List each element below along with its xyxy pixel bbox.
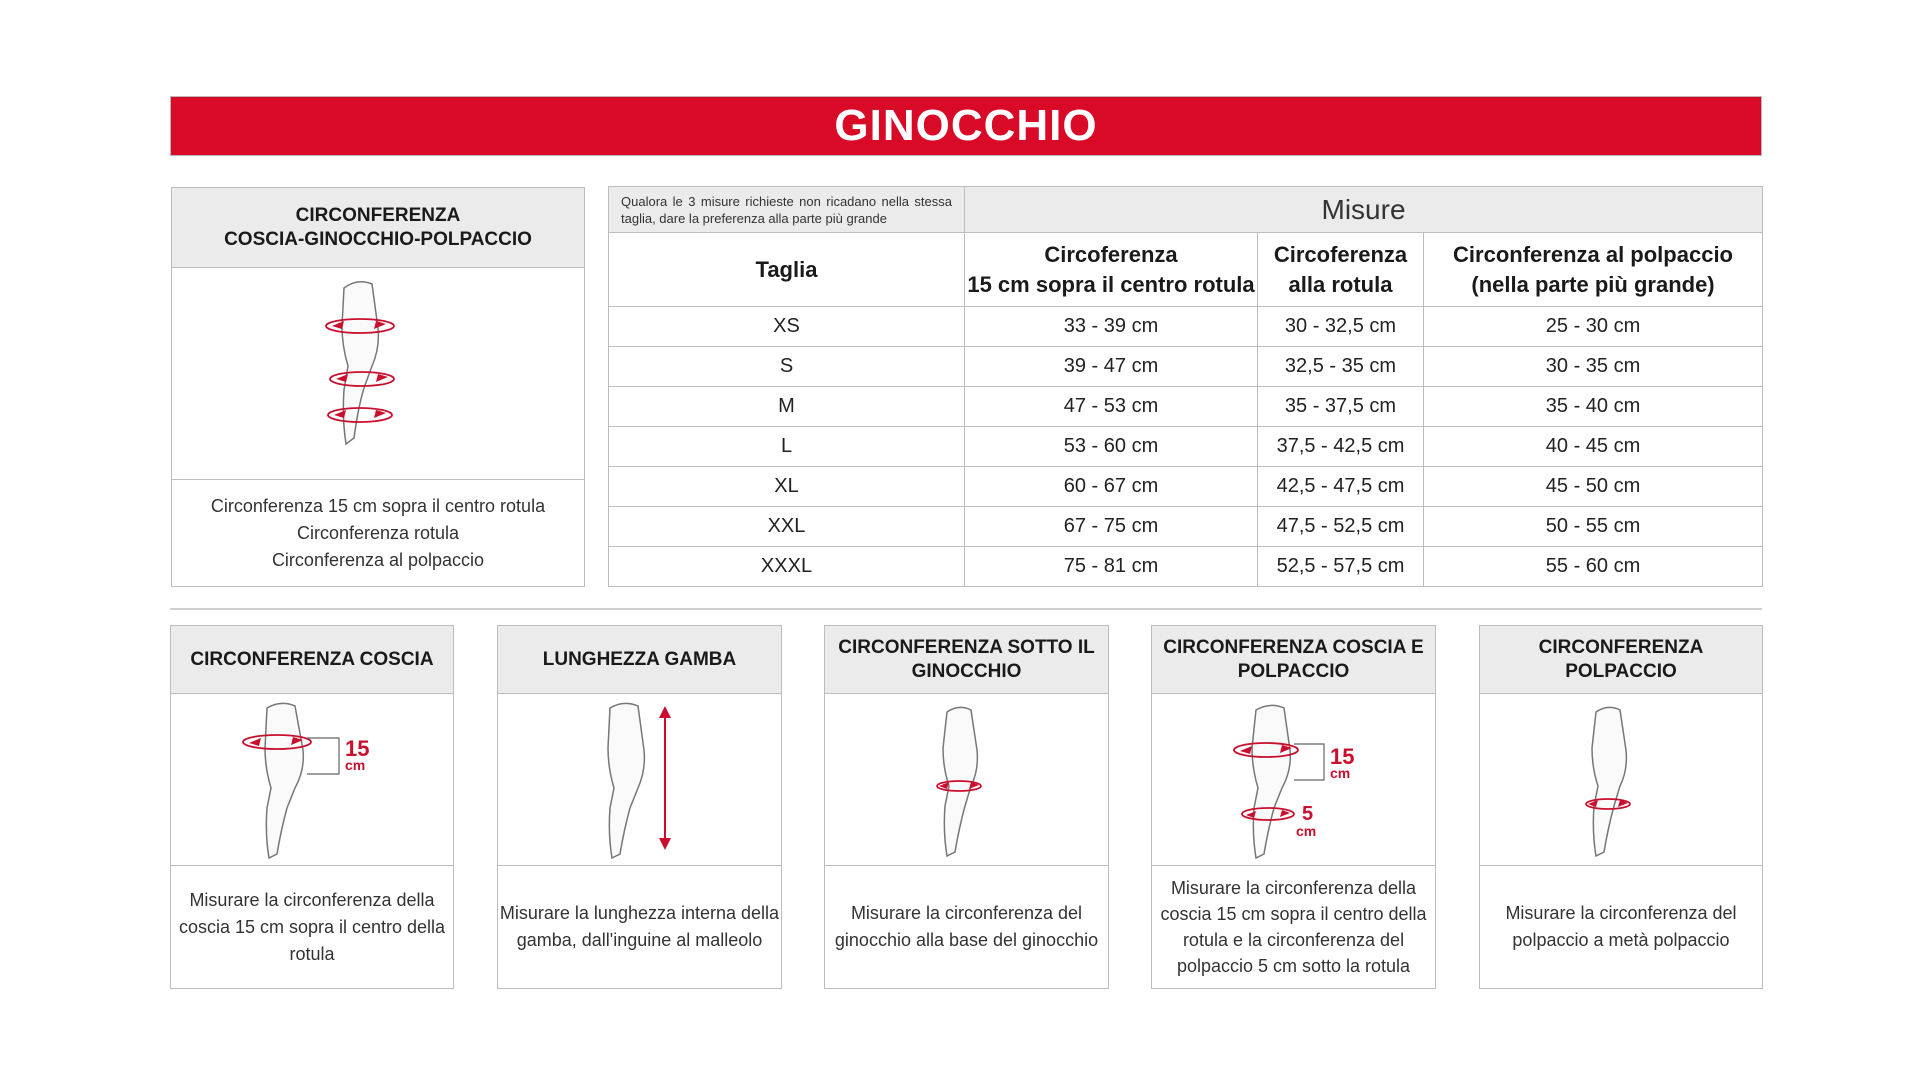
col-header-calf-line2: (nella parte più grande)	[1471, 271, 1715, 297]
card-figure	[498, 694, 781, 866]
figure-unit-label: cm	[345, 757, 366, 773]
card-desc-line: Misurare la circonferenza della	[189, 889, 435, 910]
knee-cell: 42,5 - 47,5 cm	[1258, 467, 1424, 507]
card-heading	[498, 626, 781, 694]
leg-diagram-icon	[172, 268, 584, 480]
col-header-knee-line1: Circoferenza	[1273, 241, 1408, 267]
card-desc-line: Misurare la circonferenza del	[1505, 903, 1737, 923]
main-panel-heading	[172, 188, 584, 268]
thigh-cell: 67 - 75 cm	[965, 507, 1258, 547]
size-cell: XXXL	[609, 547, 965, 587]
size-cell: L	[609, 427, 965, 467]
thigh-cell: 47 - 53 cm	[965, 387, 1258, 427]
card-description	[1152, 866, 1435, 988]
card-heading-line: CIRCONFERENZA SOTTO IL	[838, 636, 1095, 658]
main-leg-figure	[172, 268, 584, 480]
card-heading-line: GINOCCHIO	[911, 660, 1022, 682]
card-description	[498, 866, 781, 988]
leg-diagram-icon	[1152, 694, 1435, 866]
calf-cell: 35 - 40 cm	[1424, 387, 1763, 427]
card-desc-line: coscia 15 cm sopra il centro della	[178, 916, 446, 937]
main-desc-line: Circonferenza rotula	[296, 522, 460, 543]
main-panel-description	[172, 480, 584, 586]
card-heading-line: POLPACCIO	[1565, 660, 1677, 682]
card-desc-line: coscia 15 cm sopra il centro della	[1160, 904, 1427, 924]
size-cell: S	[609, 347, 965, 387]
misure-header: Misure	[965, 187, 1763, 233]
section-divider	[170, 608, 1762, 610]
col-header-calf	[1424, 233, 1763, 307]
knee-cell: 37,5 - 42,5 cm	[1258, 427, 1424, 467]
calf-cell: 55 - 60 cm	[1424, 547, 1763, 587]
col-header-knee-line2: alla rotula	[1288, 271, 1393, 297]
col-header-knee	[1258, 233, 1424, 307]
figure-number-label: 15	[345, 736, 370, 761]
thigh-cell: 75 - 81 cm	[965, 547, 1258, 587]
calf-cell: 45 - 50 cm	[1424, 467, 1763, 507]
knee-cell: 32,5 - 35 cm	[1258, 347, 1424, 387]
thigh-cell: 60 - 67 cm	[965, 467, 1258, 507]
leg-diagram-icon	[825, 694, 1108, 866]
size-cell: XXL	[609, 507, 965, 547]
card-desc-line: polpaccio a metà polpaccio	[1512, 930, 1730, 950]
knee-cell: 52,5 - 57,5 cm	[1258, 547, 1424, 587]
size-table	[608, 186, 1763, 587]
card-figure	[1152, 694, 1435, 866]
table-row	[609, 347, 1763, 387]
card-heading-line: CIRCONFERENZA	[1538, 636, 1704, 658]
knee-cell: 35 - 37,5 cm	[1258, 387, 1424, 427]
thigh-cell: 53 - 60 cm	[965, 427, 1258, 467]
card-thigh-circumference	[170, 625, 454, 989]
size-cell: XS	[609, 307, 965, 347]
card-below-knee-circumference	[824, 625, 1109, 989]
thigh-cell: 33 - 39 cm	[965, 307, 1258, 347]
page-title: GINOCCHIO	[834, 101, 1098, 150]
card-desc-line: Misurare la circonferenza della	[1170, 878, 1417, 898]
table-row	[609, 307, 1763, 347]
main-measure-panel	[171, 187, 585, 587]
card-figure	[825, 694, 1108, 866]
size-cell: M	[609, 387, 965, 427]
calf-cell: 30 - 35 cm	[1424, 347, 1763, 387]
card-desc-line: polpaccio 5 cm sotto la rotula	[1176, 956, 1411, 976]
card-leg-length	[497, 625, 782, 989]
card-thigh-calf-circumference	[1151, 625, 1436, 989]
card-heading	[1152, 626, 1435, 694]
thigh-cell: 39 - 47 cm	[965, 347, 1258, 387]
knee-cell: 30 - 32,5 cm	[1258, 307, 1424, 347]
card-heading-line: CIRCONFERENZA COSCIA E	[1163, 636, 1424, 658]
main-heading-line1: CIRCONFERENZA	[295, 204, 461, 226]
card-description	[171, 866, 453, 988]
figure-number-label: 5	[1302, 803, 1314, 825]
card-calf-circumference	[1479, 625, 1763, 989]
leg-diagram-icon	[1480, 694, 1762, 866]
figure-unit-label: cm	[1330, 765, 1351, 781]
card-heading-line: LUNGHEZZA GAMBA	[542, 648, 737, 670]
col-header-calf-line1: Circonferenza al polpaccio	[1453, 241, 1733, 267]
figure-unit-label: cm	[1296, 823, 1317, 839]
table-row	[609, 467, 1763, 507]
title-banner	[170, 96, 1762, 156]
card-heading	[171, 626, 453, 694]
table-row	[609, 387, 1763, 427]
card-heading-line: POLPACCIO	[1237, 660, 1350, 682]
card-desc-line: rotula e la circonferenza del	[1182, 930, 1405, 950]
card-figure	[171, 694, 453, 866]
table-row	[609, 547, 1763, 587]
calf-cell: 40 - 45 cm	[1424, 427, 1763, 467]
table-row	[609, 507, 1763, 547]
size-cell: XL	[609, 467, 965, 507]
card-desc-line: rotula	[289, 943, 335, 964]
table-row	[609, 427, 1763, 467]
card-desc-line: ginocchio alla base del ginocchio	[834, 930, 1099, 950]
col-header-thigh-line1: Circoferenza	[1044, 241, 1178, 267]
col-header-thigh	[965, 233, 1258, 307]
main-desc-line: Circonferenza al polpaccio	[271, 549, 485, 570]
card-figure	[1480, 694, 1762, 866]
main-heading-line2: COSCIA-GINOCCHIO-POLPACCIO	[224, 228, 532, 250]
card-heading	[825, 626, 1108, 694]
size-note: Qualora le 3 misure richieste non ricadano nella stessa taglia, dare la preferenza alla parte più grande	[609, 187, 965, 233]
calf-cell: 50 - 55 cm	[1424, 507, 1763, 547]
knee-cell: 47,5 - 52,5 cm	[1258, 507, 1424, 547]
card-desc-line: gamba, dall'inguine al malleolo	[516, 930, 763, 950]
card-desc-line: Misurare la lunghezza interna della	[499, 903, 780, 923]
card-description	[825, 866, 1108, 988]
card-desc-line: Misurare la circonferenza del	[850, 903, 1083, 923]
figure-number-label: 15	[1330, 744, 1355, 769]
leg-diagram-icon	[171, 694, 453, 866]
col-header-thigh-line2: 15 cm sopra il centro rotula	[967, 271, 1255, 297]
card-heading	[1480, 626, 1762, 694]
card-description	[1480, 866, 1762, 988]
leg-diagram-icon	[498, 694, 781, 866]
card-heading-line: CIRCONFERENZA COSCIA	[190, 648, 434, 670]
calf-cell: 25 - 30 cm	[1424, 307, 1763, 347]
col-header-taglia: Taglia	[609, 233, 965, 307]
main-desc-line: Circonferenza 15 cm sopra il centro rotula	[210, 495, 546, 516]
